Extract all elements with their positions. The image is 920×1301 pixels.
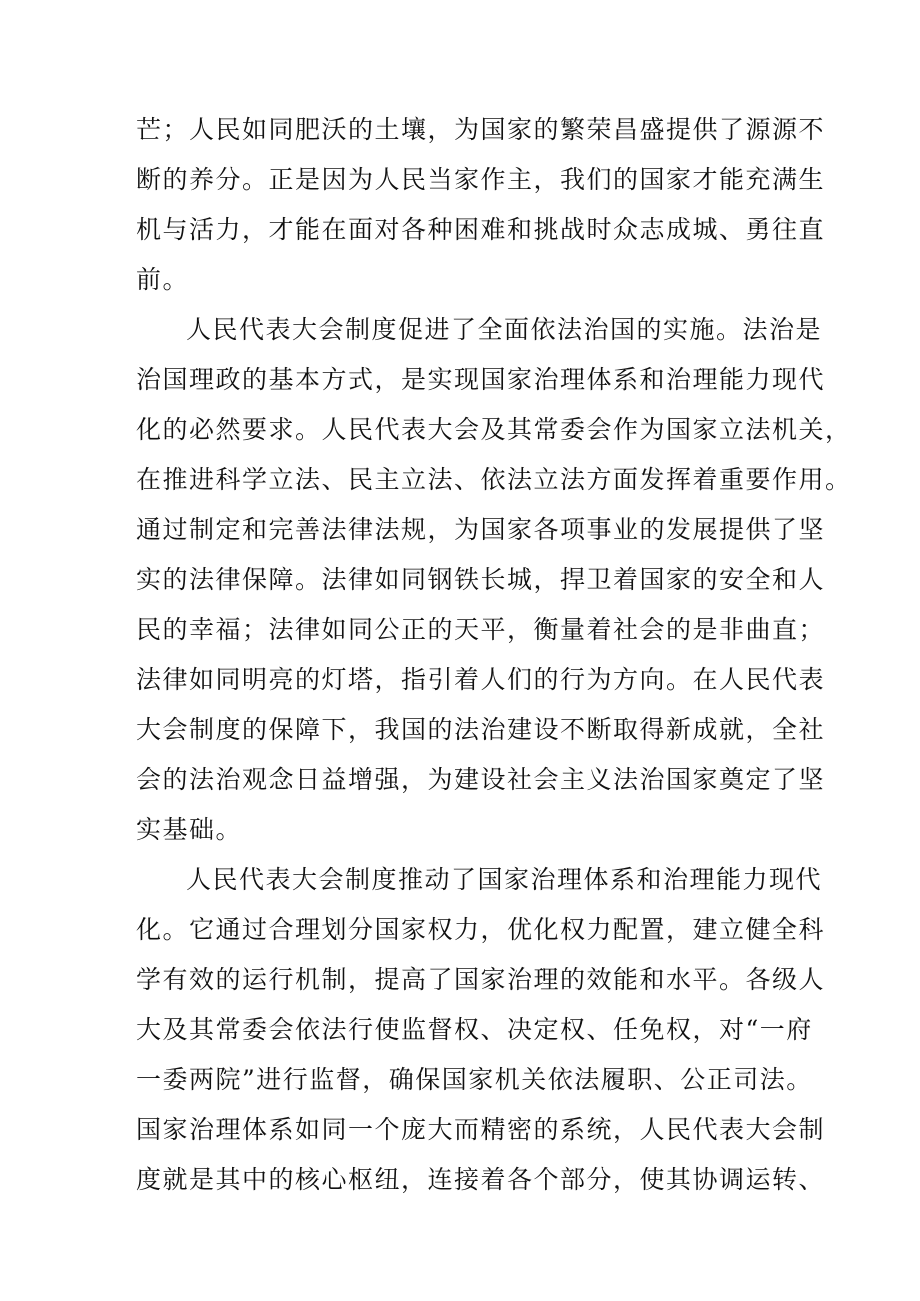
text-line: 前。 xyxy=(136,265,190,294)
text-line: 法律如同明亮的灯塔，指引着人们的行为方向。在人民代表 xyxy=(136,665,826,694)
text-line: 断的养分。正是因为人民当家作主，我们的国家才能充满生 xyxy=(136,165,826,194)
paragraph-first-line: 人民代表大会制度推动了国家治理体系和治理能力现代 xyxy=(186,865,823,894)
text-line: 大会制度的保障下，我国的法治建设不断取得新成就，全社 xyxy=(136,715,826,744)
text-line: 大及其常委会依法行使监督权、决定权、任免权，对“一府 xyxy=(136,1015,813,1044)
text-line: 通过制定和完善法律法规，为国家各项事业的发展提供了坚 xyxy=(136,515,826,544)
text-line: 度就是其中的核心枢纽，连接着各个部分，使其协调运转、 xyxy=(136,1165,826,1194)
text-line: 机与活力，才能在面对各种困难和挑战时众志成城、勇往直 xyxy=(136,215,826,244)
text-line: 学有效的运行机制，提高了国家治理的效能和水平。各级人 xyxy=(136,965,826,994)
text-line: 在推进科学立法、民主立法、依法立法方面发挥着重要作用。 xyxy=(136,465,852,494)
text-line: 芒；人民如同肥沃的土壤，为国家的繁荣昌盛提供了源源不 xyxy=(136,115,826,144)
text-line: 治国理政的基本方式，是实现国家治理体系和治理能力现代 xyxy=(136,365,826,394)
text-line: 化的必然要求。人民代表大会及其常委会作为国家立法机关， xyxy=(136,415,852,444)
text-line: 会的法治观念日益增强，为建设社会主义法治国家奠定了坚 xyxy=(136,765,826,794)
text-line: 国家治理体系如同一个庞大而精密的系统，人民代表大会制 xyxy=(136,1115,826,1144)
text-line: 一委两院”进行监督，确保国家机关依法履职、公正司法。 xyxy=(136,1065,813,1094)
text-line: 民的幸福；法律如同公正的天平，衡量着社会的是非曲直； xyxy=(136,615,826,644)
text-line: 化。它通过合理划分国家权力，优化权力配置，建立健全科 xyxy=(136,915,826,944)
text-line: 实的法律保障。法律如同钢铁长城，捍卫着国家的安全和人 xyxy=(136,565,826,594)
text-line: 实基础。 xyxy=(136,815,243,844)
paragraph-first-line: 人民代表大会制度促进了全面依法治国的实施。法治是 xyxy=(186,315,823,344)
